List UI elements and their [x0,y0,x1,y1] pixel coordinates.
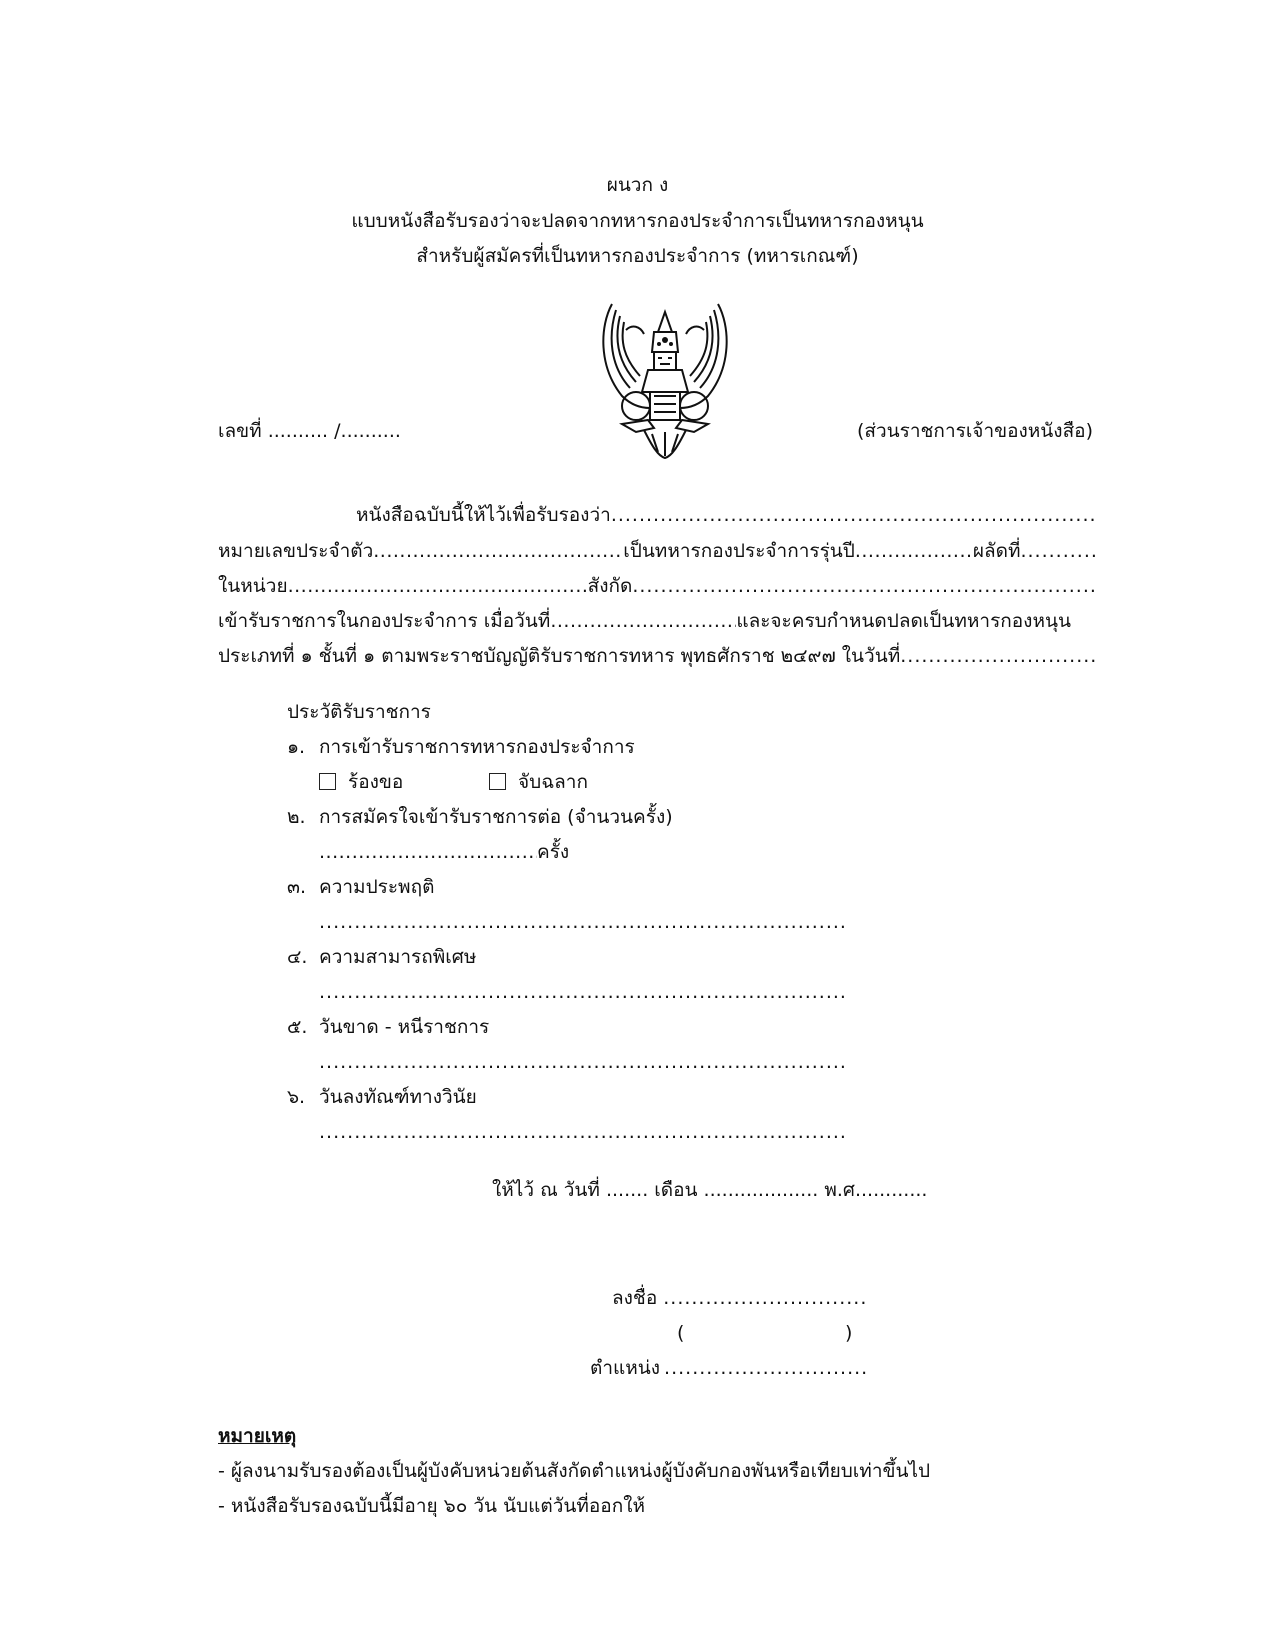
history-item-label: วันขาด - หนีราชการ [319,1016,490,1038]
absence-line [319,1048,847,1076]
note-item: - ผู้ลงนามรับรองต้องเป็นผู้บังคับหน่วยต้นสังกัดตำแหน่งผู้บังคับกองพันหรือเทียบเท่าขึ้นไป [218,1460,931,1482]
certify-name-field[interactable] [611,501,1096,529]
service-history-heading: ประวัติรับราชการ [287,701,431,723]
annex-label: ผนวก ง [606,174,669,196]
discharge-label: และจะครบกำหนดปลดเป็นทหารกองหนุน [736,610,1071,632]
history-item-number: ๒. [287,806,306,828]
reenlist-count-field[interactable] [319,838,537,866]
discharge-date-field[interactable] [900,642,1096,670]
option-request[interactable] [319,768,403,796]
history-item-4 [287,943,476,971]
position-field[interactable] [664,1354,866,1382]
history-item-number: ๓. [287,876,307,898]
id-class-batch-line [218,537,1096,565]
id-number-field[interactable] [373,537,623,565]
printed-name-field[interactable] [676,1319,852,1347]
history-item-number: ๑. [287,736,306,758]
enlistment-line [218,607,1096,635]
garuda-emblem-icon [592,296,738,460]
signature-label: ลงชื่อ [612,1287,658,1309]
conduct-line [319,908,847,936]
conduct-field[interactable] [319,908,847,936]
request-option-label: ร้องขอ [348,771,404,793]
unit-field[interactable] [288,572,588,600]
position-line [590,1354,866,1382]
lottery-checkbox[interactable] [489,773,506,790]
reenlist-count-line [319,838,579,866]
history-item-label: การสมัครใจเข้ารับราชการต่อ (จำนวนครั้ง) [319,806,673,828]
batch-field[interactable] [1020,537,1096,565]
form-subtitle: สำหรับผู้สมัครที่เป็นทหารกองประจำการ (ทหารเกณฑ์) [416,245,859,267]
certify-name-line [218,501,1096,529]
discharge-date-label: ประเภทที่ ๑ ชั้นที่ ๑ ตามพระราชบัญญัติรับราชการทหาร พุทธศักราช ๒๔๙๗ ในวันที่ [218,645,901,667]
history-item-label: วันลงทัณฑ์ทางวินัย [319,1086,477,1108]
class-year-label: เป็นทหารกองประจำการรุ่นปี [623,540,855,562]
note-item: - หนังสือรับรองฉบับนี้มีอายุ ๖๐ วัน นับแต่วันที่ออกให้ [218,1495,646,1517]
discipline-field[interactable] [319,1118,847,1146]
class-year-field[interactable] [855,537,973,565]
special-ability-field[interactable] [319,978,847,1006]
document-number-field[interactable]: เลขที่ .......... /.......... [218,420,401,442]
unit-label: ในหน่วย [218,575,288,597]
form-title: แบบหนังสือรับรองว่าจะปลดจากทหารกองประจำการเป็นทหารกองหนุน [351,210,924,232]
issued-date-line[interactable]: ให้ไว้ ณ วันที่ ....... เดือน ................... พ.ศ............ [492,1179,928,1201]
history-item-1 [287,733,635,761]
id-number-label: หมายเลขประจำตัว [218,540,374,562]
history-item-number: ๔. [287,946,308,968]
notes-heading: หมายเหตุ [218,1425,297,1447]
issuing-agency-label: (ส่วนราชการเจ้าของหนังสือ) [857,420,1093,442]
discipline-line [319,1118,847,1146]
certify-name-label: หนังสือฉบับนี้ให้ไว้เพื่อรับรองว่า [356,504,611,526]
times-suffix: ครั้ง [537,841,570,863]
position-label: ตำแหน่ง [590,1357,661,1379]
affiliation-field[interactable] [632,572,1096,600]
name-paren-open: ( [677,1322,685,1344]
affiliation-label: สังกัด [587,575,633,597]
unit-affiliation-line [218,572,1096,600]
name-paren-close: ) [845,1322,853,1344]
special-ability-line [319,978,847,1006]
history-item-label: การเข้ารับราชการทหารกองประจำการ [319,736,635,758]
history-item-3 [287,873,434,901]
request-checkbox[interactable] [319,773,336,790]
history-item-6 [287,1083,477,1111]
option-lottery[interactable] [489,768,588,796]
lottery-option-label: จับฉลาก [518,771,588,793]
batch-label: ผลัดที่ [972,540,1021,562]
signature-line [612,1284,866,1312]
signature-field[interactable] [663,1284,866,1312]
history-item-label: ความประพฤติ [319,876,435,898]
absence-field[interactable] [319,1048,847,1076]
enlistment-date-field[interactable] [550,607,736,635]
history-item-2 [287,803,673,831]
history-item-5 [287,1013,489,1041]
history-item-label: ความสามารถพิเศษ [319,946,477,968]
history-item-number: ๖. [287,1086,306,1108]
history-item-number: ๕. [287,1016,308,1038]
enlistment-date-label: เข้ารับราชการในกองประจำการ เมื่อวันที่ [218,610,551,632]
discharge-date-line [218,642,1096,670]
